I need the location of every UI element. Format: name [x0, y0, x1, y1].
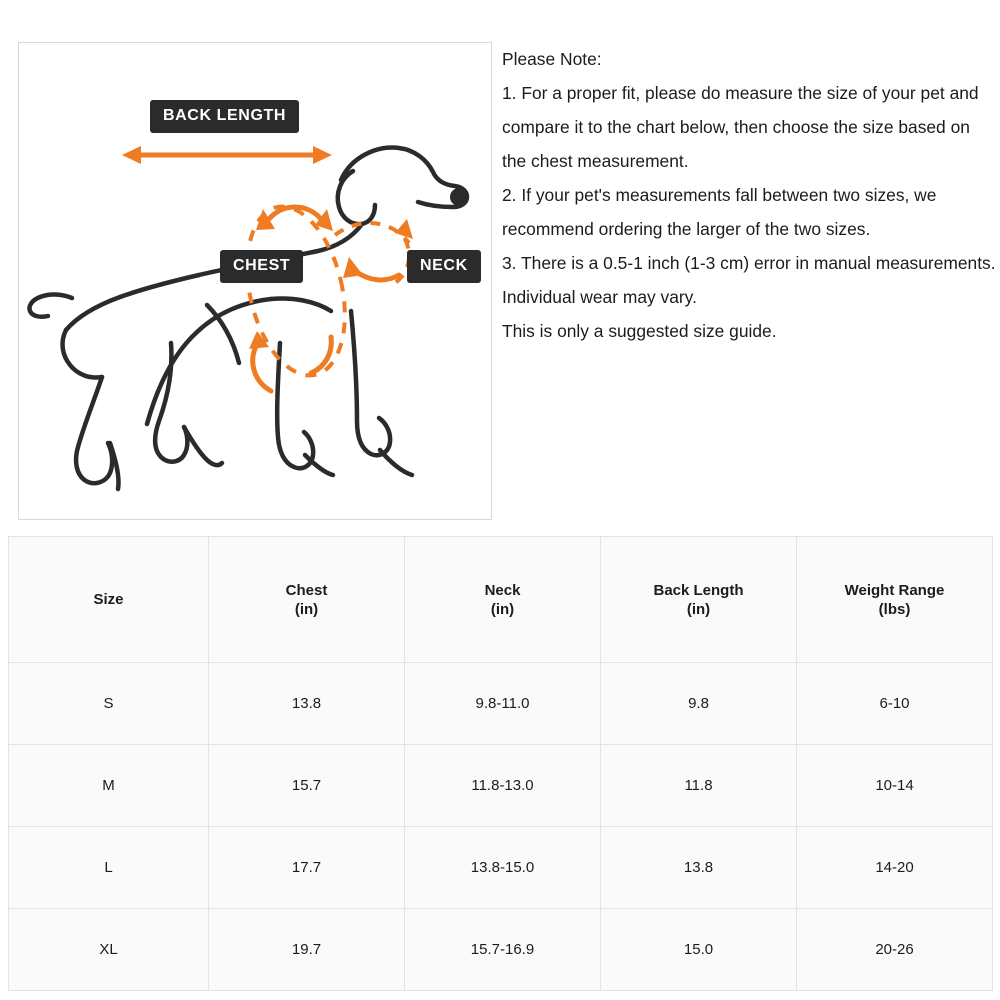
cell-neck: 11.8-13.0 [405, 745, 601, 827]
table-row [9, 909, 993, 991]
cell-back-length: 11.8 [601, 745, 797, 827]
note-heading: Please Note: [502, 49, 602, 69]
header-back-length-unit: (in) [686, 600, 711, 618]
header-chest-unit: (in) [294, 600, 319, 618]
cell-weight: 10-14 [797, 745, 993, 827]
header-size [9, 537, 209, 663]
header-chest [209, 537, 405, 663]
header-size-label: Size [93, 591, 124, 608]
cell-size: L [9, 827, 209, 909]
cell-chest: 13.8 [209, 663, 405, 745]
header-neck [405, 537, 601, 663]
cell-size: M [9, 745, 209, 827]
header-weight-range-unit: (lbs) [878, 600, 911, 618]
dog-measurement-diagram [18, 42, 492, 520]
cell-size: XL [9, 909, 209, 991]
table-body [9, 663, 993, 991]
table-row [9, 663, 993, 745]
cell-neck: 15.7-16.9 [405, 909, 601, 991]
header-back-length-label: Back Length [653, 581, 744, 599]
cell-back-length: 15.0 [601, 909, 797, 991]
back-length-arrow-icon [122, 146, 332, 164]
cell-chest: 17.7 [209, 827, 405, 909]
cell-neck: 13.8-15.0 [405, 827, 601, 909]
note-item-3: 3. There is a 0.5-1 inch (1-3 cm) error in manual measurements. Individual wear may vary. [502, 253, 996, 307]
neck-measure-icon [335, 219, 413, 283]
header-neck-unit: (in) [490, 600, 515, 618]
note-item-1: 1. For a proper fit, please do measure the size of your pet and compare it to the chart below, then choose the size based on the chest measurement. [502, 83, 979, 171]
size-chart-table [8, 536, 993, 991]
label-chest: CHEST [220, 250, 303, 283]
table-row [9, 745, 993, 827]
header-weight-range [797, 537, 993, 663]
header-neck-label: Neck [484, 581, 521, 599]
cell-size: S [9, 663, 209, 745]
header-back-length [601, 537, 797, 663]
dog-outline-icon [29, 148, 467, 489]
table-row [9, 827, 993, 909]
table-header [9, 537, 993, 663]
label-back-length: BACK LENGTH [150, 100, 299, 133]
dog-nose-icon [450, 188, 468, 206]
cell-back-length: 13.8 [601, 827, 797, 909]
cell-back-length: 9.8 [601, 663, 797, 745]
note-item-2: 2. If your pet's measurements fall between two sizes, we recommend ordering the larger of the two sizes. [502, 185, 937, 239]
note-item-4: This is only a suggested size guide. [502, 321, 777, 341]
cell-neck: 9.8-11.0 [405, 663, 601, 745]
cell-weight: 14-20 [797, 827, 993, 909]
please-note-block [502, 42, 998, 348]
header-weight-range-label: Weight Range [844, 581, 945, 599]
header-chest-label: Chest [285, 581, 328, 599]
cell-chest: 15.7 [209, 745, 405, 827]
table-header-row [9, 537, 993, 663]
cell-chest: 19.7 [209, 909, 405, 991]
cell-weight: 6-10 [797, 663, 993, 745]
label-neck: NECK [407, 250, 481, 283]
chest-measure-icon [232, 197, 360, 391]
cell-weight: 20-26 [797, 909, 993, 991]
